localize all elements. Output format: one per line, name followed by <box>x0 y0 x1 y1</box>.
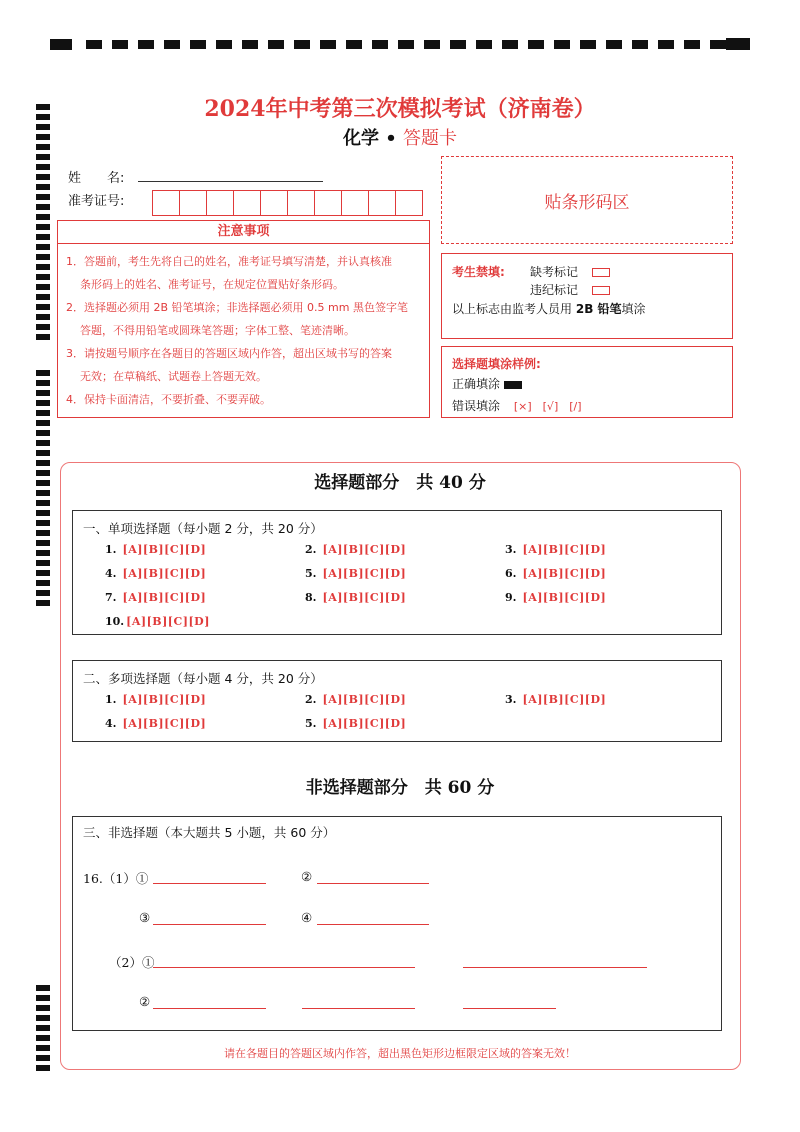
question-row[interactable]: 10. [A][B][C][D] <box>105 615 210 628</box>
forbid-note <box>452 300 646 317</box>
top-timing-marks <box>50 38 750 50</box>
notice-item: 4．保持卡面清洁，不要折叠、不要弄破。 <box>66 393 271 406</box>
single-choice-box <box>72 510 722 635</box>
part2-blank-2-label: ② <box>139 994 151 1009</box>
notice-item: 1．答题前，考生先将自己的姓名，准考证号填写清楚，并认真核准 条形码上的姓名、准考证号，在规定位置贴好条形码。 <box>66 255 392 291</box>
blank-3-label: ③ <box>139 910 151 925</box>
name-label: 姓 名: <box>68 171 125 186</box>
answer-line[interactable] <box>153 967 415 968</box>
question-row[interactable]: 5. [A][B][C][D] <box>305 567 407 580</box>
q16-part1-label: 16.（1）① <box>83 871 149 886</box>
answer-line[interactable] <box>463 967 647 968</box>
question-row[interactable]: 3. [A][B][C][D] <box>505 543 607 556</box>
notice-item: 3．请按题号顺序在各题目的答题区域内作答，超出区域书写的答案 无效；在草稿纸、试题卷上答题无效。 <box>66 347 392 383</box>
fill-sample-box <box>441 346 733 418</box>
answer-line[interactable] <box>153 924 266 925</box>
blank-2-label: ② <box>301 869 313 884</box>
correct-fill-sample <box>504 381 522 389</box>
notice-box <box>57 220 430 418</box>
name-field[interactable] <box>138 181 323 182</box>
wrong-marks: [×] [√] [/] <box>513 400 582 413</box>
multi-choice-box <box>72 660 722 742</box>
answer-line[interactable] <box>463 1008 556 1009</box>
forbid-note-pre: 以上标志由监考人员用 <box>452 302 573 316</box>
notice-list <box>58 244 429 411</box>
question-row[interactable]: 1. [A][B][C][D] <box>105 543 207 556</box>
question-row[interactable]: 2. [A][B][C][D] <box>305 543 407 556</box>
q16-part2-label: （2）① <box>109 955 155 970</box>
question-row[interactable]: 3. [A][B][C][D] <box>505 693 607 706</box>
wrong-row <box>452 397 582 414</box>
forbid-label: 考生禁填: <box>452 265 505 279</box>
wrong-label: 错误填涂 <box>452 399 501 413</box>
id-label: 准考证号: <box>68 194 125 209</box>
page-subtitle <box>0 124 800 150</box>
answer-line[interactable] <box>302 1008 415 1009</box>
nonchoice-box <box>72 816 722 1031</box>
footer-note: 请在各题目的答题区域内作答，超出黑色矩形边框限定区域的答案无效！ <box>224 1047 576 1060</box>
answer-line[interactable] <box>153 1008 266 1009</box>
question-row[interactable]: 7. [A][B][C][D] <box>105 591 207 604</box>
page-title: 2024年中考第三次模拟考试（济南卷） <box>204 96 596 122</box>
correct-row <box>452 375 522 392</box>
answer-line[interactable] <box>317 883 429 884</box>
violation-checkbox[interactable] <box>592 286 610 295</box>
question-row[interactable]: 4. [A][B][C][D] <box>105 717 207 730</box>
correct-label: 正确填涂 <box>452 377 501 391</box>
forbid-box <box>441 253 733 339</box>
absent-checkbox[interactable] <box>592 268 610 277</box>
choice-section-title: 选择题部分 共 40 分 <box>314 473 486 493</box>
question-row[interactable]: 8. [A][B][C][D] <box>305 591 407 604</box>
answer-line[interactable] <box>317 924 429 925</box>
sample-heading: 选择题填涂样例: <box>452 357 541 371</box>
barcode-label: 贴条形码区 <box>544 192 630 213</box>
notice-item: 2．选择题必须用 2B 铅笔填涂；非选择题必须用 0.5 mm 黑色签字笔 答题，不得用铅笔或圆珠笔答题；字体工整、笔迹清晰。 <box>66 301 408 337</box>
question-row[interactable]: 5. [A][B][C][D] <box>305 717 407 730</box>
violation-label: 违纪标记 <box>530 283 579 297</box>
barcode-area <box>441 156 733 244</box>
card-label: 答题卡 <box>403 128 458 149</box>
absent-label: 缺考标记 <box>530 265 579 279</box>
question-row[interactable]: 6. [A][B][C][D] <box>505 567 607 580</box>
absent-mark-row <box>530 263 610 280</box>
violation-mark-row <box>530 281 610 298</box>
forbid-note-bold: 2B 铅笔 <box>575 302 622 316</box>
forbid-note-post: 填涂 <box>621 302 646 316</box>
multi-choice-heading: 二、多项选择题（每小题 4 分，共 20 分） <box>83 671 323 686</box>
question-row[interactable]: 4. [A][B][C][D] <box>105 567 207 580</box>
question-row[interactable]: 9. [A][B][C][D] <box>505 591 607 604</box>
question-row[interactable]: 2. [A][B][C][D] <box>305 693 407 706</box>
answer-line[interactable] <box>153 883 266 884</box>
side-timing-marks-3 <box>36 985 50 1075</box>
subject-label: 化学 • <box>342 128 397 149</box>
single-choice-heading: 一、单项选择题（每小题 2 分，共 20 分） <box>83 521 323 536</box>
nonchoice-heading: 三、非选择题（本大题共 5 小题，共 60 分） <box>83 825 336 840</box>
nonchoice-section-title: 非选择题部分 共 60 分 <box>305 778 495 798</box>
question-row[interactable]: 1. [A][B][C][D] <box>105 693 207 706</box>
id-number-boxes[interactable] <box>152 190 422 216</box>
notice-heading: 注意事项 <box>58 221 429 244</box>
blank-4-label: ④ <box>301 910 313 925</box>
